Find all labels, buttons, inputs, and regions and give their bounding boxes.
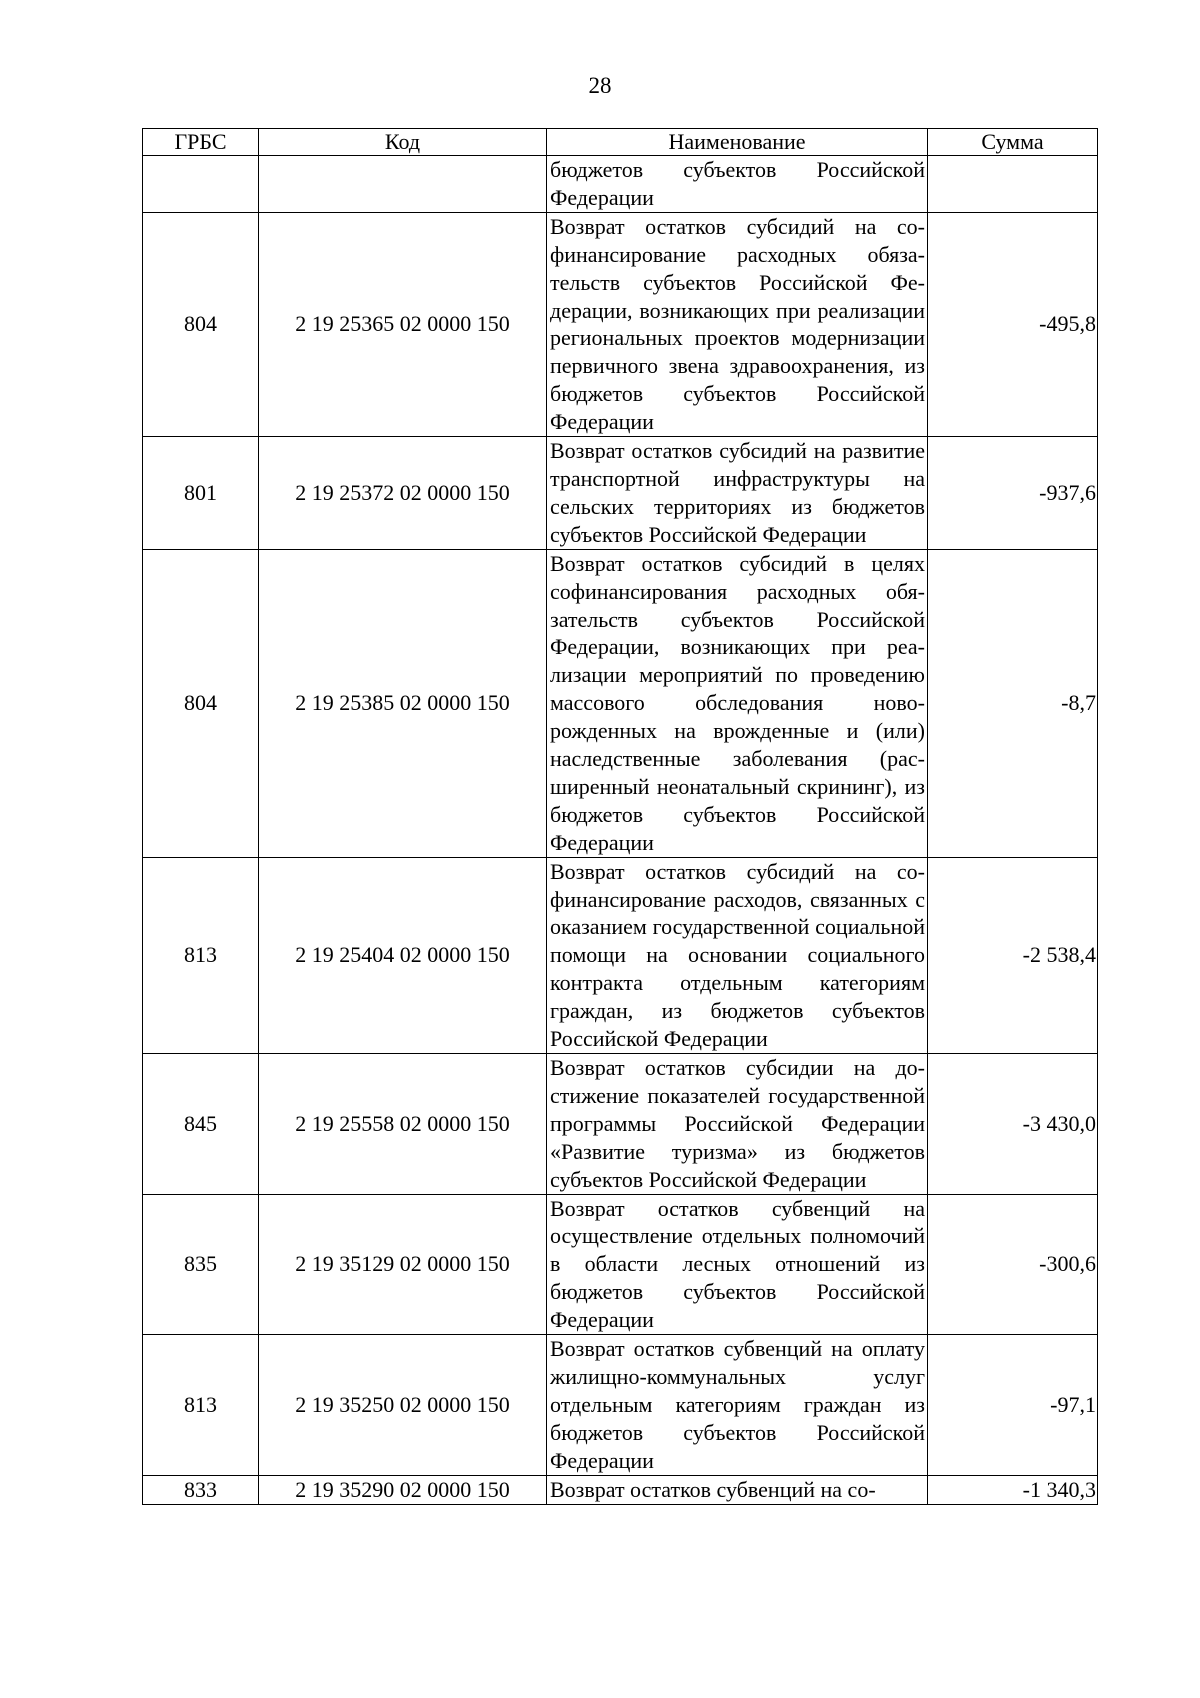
cell-name-text: Возврат остатков субсидий на софинансирование расходных обязательств субъектов Российской Федерации, возникающих при реализации региональных проектов модернизации первичного звена здравоохранения, из бюджетов субъектов Российской Федерации <box>550 213 925 435</box>
cell-sum <box>928 156 1098 213</box>
cell-sum: -937,6 <box>928 437 1098 550</box>
header-name: Наименование <box>547 129 928 156</box>
cell-name-text: Возврат остатков субсидий на развитие транспортной инфраструктуры на сельских территориях из бюджетов субъектов Российской Федерации <box>550 438 925 547</box>
cell-code: 2 19 25385 02 0000 150 <box>259 549 547 857</box>
cell-code: 2 19 35129 02 0000 150 <box>259 1194 547 1335</box>
table-row <box>143 549 1098 857</box>
cell-name-text: Возврат остатков субсидии на достижение показателей государственной программы Российской Федерации «Развитие туризма» из бюджетов субъектов Российской Федерации <box>550 1055 925 1192</box>
cell-grbs: 835 <box>143 1194 259 1335</box>
cell-sum: -3 430,0 <box>928 1054 1098 1195</box>
table-header-row <box>143 129 1098 156</box>
table-row <box>143 857 1098 1053</box>
cell-code: 2 19 25365 02 0000 150 <box>259 212 547 436</box>
table-row <box>143 1054 1098 1195</box>
table-row <box>143 437 1098 550</box>
page-number: 28 <box>588 73 612 98</box>
cell-sum: -8,7 <box>928 549 1098 857</box>
cell-grbs: 804 <box>143 212 259 436</box>
header-code: Код <box>259 129 547 156</box>
cell-sum: -1 340,3 <box>928 1475 1098 1504</box>
cell-name <box>547 1054 928 1195</box>
cell-sum: -495,8 <box>928 212 1098 436</box>
cell-name <box>547 857 928 1053</box>
table-row <box>143 1335 1098 1476</box>
cell-grbs: 801 <box>143 437 259 550</box>
cell-name <box>547 156 928 213</box>
cell-name <box>547 212 928 436</box>
cell-name-text: Возврат остатков субсидий в целях софинансирования расходных обязательств субъектов Российской Федерации, возникающих при реализации мероприятий по проведению массового обследования новорожденных на врожденные и (или) наследственные заболевания (расширенный неонатальный скрининг), из бюджетов субъектов Российской Федерации <box>550 550 925 855</box>
cell-name <box>547 437 928 550</box>
cell-name-text: Возврат остатков субсидий на софинансирование расходов, связанных с оказанием государственной социальной помощи на основании социального контракта отдельным категориям граждан, из бюджетов субъектов Российской Федерации <box>550 858 925 1052</box>
cell-name <box>547 1475 928 1504</box>
table-row <box>143 212 1098 436</box>
cell-grbs: 813 <box>143 1335 259 1476</box>
cell-code: 2 19 35290 02 0000 150 <box>259 1475 547 1504</box>
cell-name-text: бюджетов субъектов Российской Федерации <box>550 157 925 210</box>
header-sum: Сумма <box>928 129 1098 156</box>
cell-sum: -2 538,4 <box>928 857 1098 1053</box>
cell-sum: -97,1 <box>928 1335 1098 1476</box>
header-grbs: ГРБС <box>143 129 259 156</box>
cell-name <box>547 1335 928 1476</box>
table-row <box>143 156 1098 213</box>
table-row <box>143 1475 1098 1504</box>
cell-name-text: Возврат остатков субвенций на оплату жилищно-коммунальных услуг отдельным категориям граждан из бюджетов субъектов Российской Федерации <box>550 1336 925 1473</box>
cell-code: 2 19 25404 02 0000 150 <box>259 857 547 1053</box>
cell-sum: -300,6 <box>928 1194 1098 1335</box>
cell-code: 2 19 25372 02 0000 150 <box>259 437 547 550</box>
cell-grbs <box>143 156 259 213</box>
cell-name-text: Возврат остатков субвенций на со- <box>550 1476 876 1502</box>
cell-name <box>547 549 928 857</box>
budget-returns-table <box>142 128 1098 1505</box>
cell-name <box>547 1194 928 1335</box>
cell-code: 2 19 25558 02 0000 150 <box>259 1054 547 1195</box>
cell-grbs: 833 <box>143 1475 259 1504</box>
cell-grbs: 804 <box>143 549 259 857</box>
cell-grbs: 813 <box>143 857 259 1053</box>
cell-grbs: 845 <box>143 1054 259 1195</box>
cell-code <box>259 156 547 213</box>
cell-code: 2 19 35250 02 0000 150 <box>259 1335 547 1476</box>
table-row <box>143 1194 1098 1335</box>
cell-name-text: Возврат остатков субвенций на осуществление отдельных полномочий в области лесных отношений из бюджетов субъектов Российской Федерации <box>550 1195 925 1333</box>
